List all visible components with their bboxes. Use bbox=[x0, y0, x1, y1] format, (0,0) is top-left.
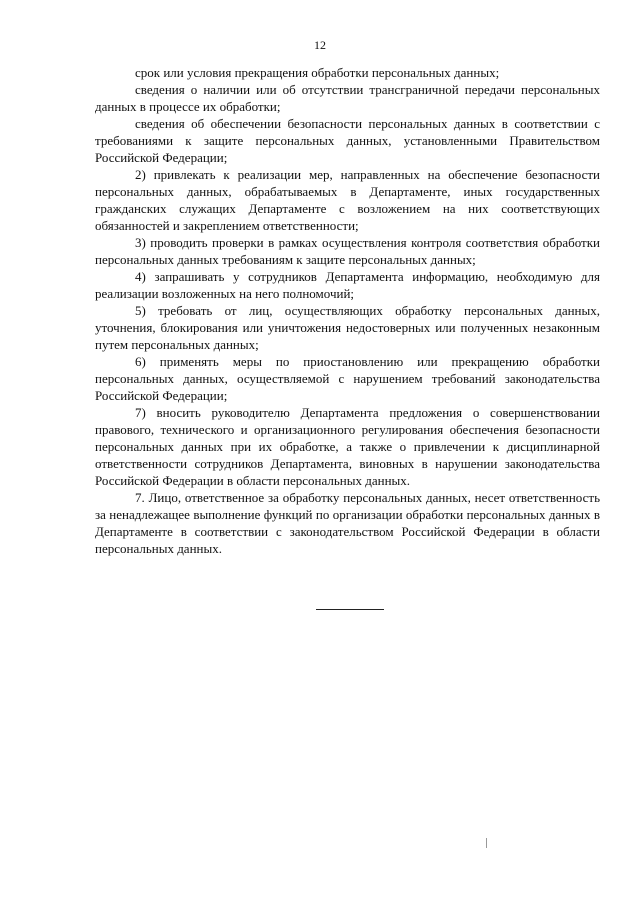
paragraph-item-4: 4) запрашивать у сотрудников Департамента информацию, необходимую для реализации возложенных на него полномочий; bbox=[95, 269, 600, 301]
paragraph-item-6: 6) применять меры по приостановлению или прекращению обработки персональных данных, осуществляемой с нарушением требований законодательства Российской Федерации; bbox=[95, 354, 600, 403]
paragraph-item-7: 7) вносить руководителю Департамента предложения о совершенствовании правового, технического и организационного регулирования обеспечения безопасности персональных данных при их обработке, а также о привлечении к дисциплинарной ответственности сотрудников Департамента, виновных в нарушении законодательства Российской Федерации в области персональных данных. bbox=[95, 405, 600, 488]
scan-artifact-mark bbox=[486, 838, 487, 848]
page-number: 12 bbox=[314, 38, 326, 52]
paragraph-section-7: 7. Лицо, ответственное за обработку персональных данных, несет ответственность за ненадлежащее выполнение функций по организации обработки персональных данных в Департаменте в соответствии с законодательством Российской Федерации в области персональных данных. bbox=[95, 490, 600, 556]
end-separator-line bbox=[316, 609, 384, 610]
document-body bbox=[95, 64, 600, 557]
paragraph-item-5: 5) требовать от лиц, осуществляющих обработку персональных данных, уточнения, блокирования или уничтожения недостоверных или полученных незаконным путем персональных данных; bbox=[95, 303, 600, 352]
paragraph-security-measures: сведения об обеспечении безопасности персональных данных в соответствии с требованиями к защите персональных данных, установленными Правительством Российской Федерации; bbox=[95, 116, 600, 165]
paragraph-item-2: 2) привлекать к реализации мер, направленных на обеспечение безопасности персональных данных, обрабатываемых в Департаменте, иных государственных гражданских служащих Департаменте с возложением на них соответствующих обязанностей и закреплением ответственности; bbox=[95, 167, 600, 233]
paragraph-processing-termination: срок или условия прекращения обработки персональных данных; bbox=[135, 65, 500, 80]
paragraph-item-3: 3) проводить проверки в рамках осуществления контроля соответствия обработки персональных данных требованиям к защите персональных данных; bbox=[95, 235, 600, 267]
paragraph-cross-border-transfer: сведения о наличии или об отсутствии трансграничной передачи персональных данных в процессе их обработки; bbox=[95, 82, 600, 114]
